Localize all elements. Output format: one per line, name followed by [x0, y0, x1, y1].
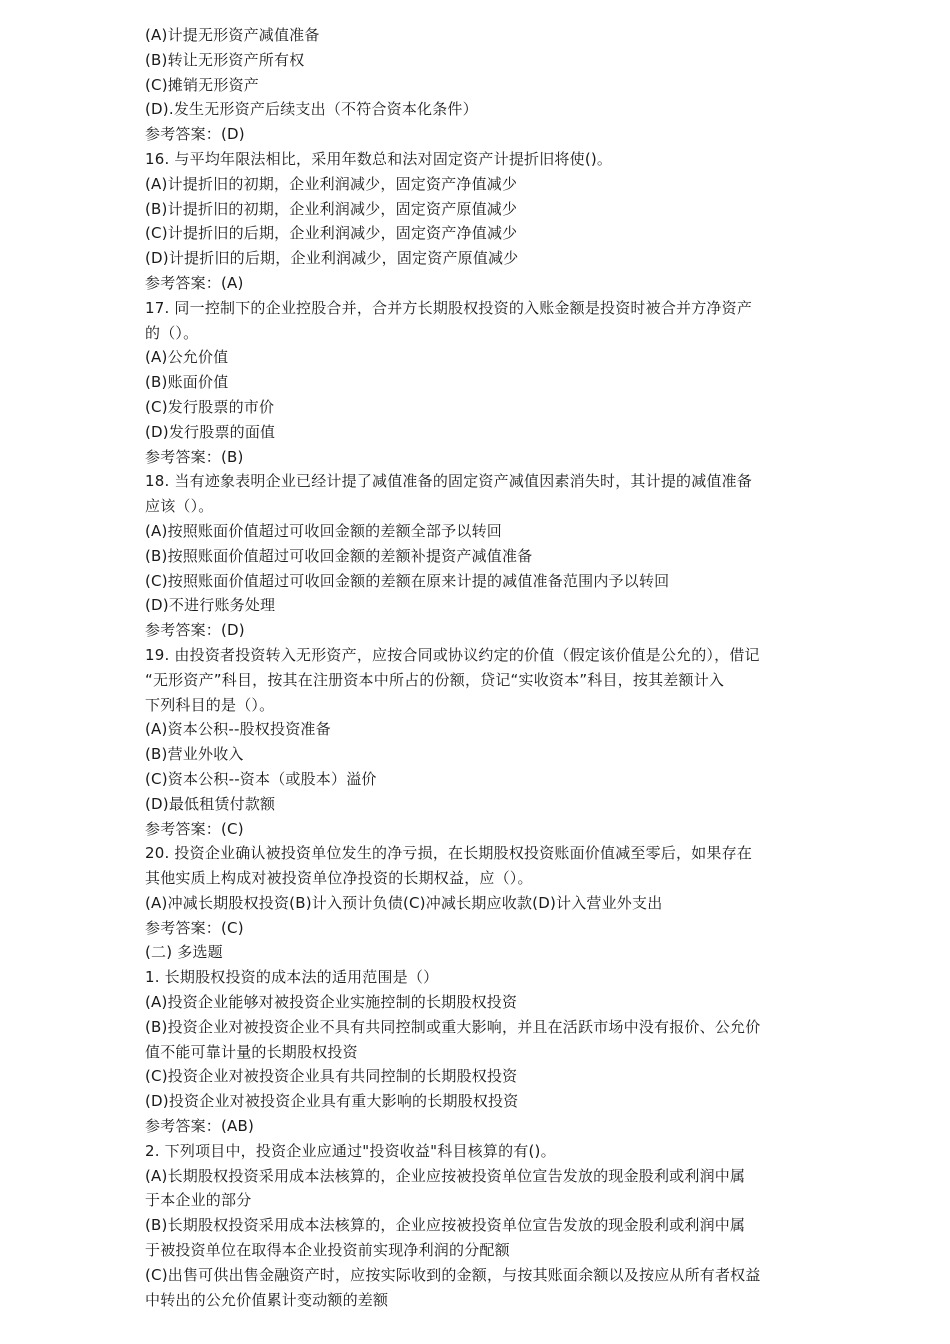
text-line: 参考答案：(D) [145, 621, 245, 640]
text-line: (B)账面价值 [145, 373, 229, 392]
text-line: 18. 当有迹象表明企业已经计提了减值准备的固定资产减值因素消失时，其计提的减值准备 [145, 472, 753, 491]
text-line: (D)不进行账务处理 [145, 596, 276, 615]
text-line: (B)营业外收入 [145, 745, 244, 764]
text-line: (C)资本公积--资本（或股本）溢价 [145, 769, 377, 788]
text-line: 下列科目的是（）。 [145, 695, 275, 714]
text-line: 参考答案：(D) [145, 125, 245, 144]
text-line: 值不能可靠计量的长期股权投资 [145, 1042, 358, 1061]
text-line: (A)长期股权投资采用成本法核算的，企业应按被投资单位宣告发放的现金股利或利润中属 [145, 1166, 746, 1185]
text-line: 20. 投资企业确认被投资单位发生的净亏损，在长期股权投资账面价值减至零后，如果存在 [145, 844, 753, 863]
text-line: (B)按照账面价值超过可收回金额的差额补提资产减值准备 [145, 546, 533, 565]
text-line: (B)长期股权投资采用成本法核算的，企业应按被投资单位宣告发放的现金股利或利润中属 [145, 1216, 746, 1235]
text-line: 参考答案：(A) [145, 273, 244, 292]
text-line: 参考答案：(B) [145, 447, 244, 466]
text-line: 的（）。 [145, 323, 199, 342]
text-line: (D).发生无形资产后续支出（不符合资本化条件） [145, 100, 478, 119]
text-line: (A)公允价值 [145, 348, 229, 367]
text-line: (C)投资企业对被投资企业具有共同控制的长期股权投资 [145, 1067, 518, 1086]
text-line: 中转出的公允价值累计变动额的差额 [145, 1290, 389, 1309]
text-line: (C)出售可供出售金融资产时，应按实际收到的金额，与按其账面余额以及按应从所有者权益 [145, 1265, 761, 1284]
text-line: (A)冲减长期股权投资(B)计入预计负债(C)冲减长期应收款(D)计入营业外支出 [145, 893, 663, 912]
text-line: (D)发行股票的面值 [145, 422, 276, 441]
text-line: 16. 与平均年限法相比，采用年数总和法对固定资产计提折旧将使()。 [145, 149, 613, 168]
text-line: (二) 多选题 [145, 943, 223, 962]
text-line: (C)摊销无形资产 [145, 75, 259, 94]
text-line: (A)计提无形资产减值准备 [145, 26, 320, 44]
text-line: 于被投资单位在取得本企业投资前实现净利润的分配额 [145, 1241, 510, 1260]
text-line: 其他实质上构成对被投资单位净投资的长期权益，应（）。 [145, 869, 533, 888]
text-line: 2. 下列项目中，投资企业应通过"投资收益"科目核算的有()。 [145, 1141, 556, 1160]
text-line: (A)资本公积--股权投资准备 [145, 720, 331, 739]
text-line: 17. 同一控制下的企业控股合并，合并方长期股权投资的入账金额是投资时被合并方净资产 [145, 298, 753, 317]
text-line: 参考答案：(C) [145, 819, 244, 838]
text-line: (C)发行股票的市价 [145, 397, 275, 416]
text-line: (C)按照账面价值超过可收回金额的差额在原来计提的减值准备范围内予以转回 [145, 571, 670, 590]
text-line: 1. 长期股权投资的成本法的适用范围是（） [145, 968, 439, 987]
text-line: (B)计提折旧的初期，企业利润减少，固定资产原值减少 [145, 199, 518, 218]
text-line: 应该（）。 [145, 497, 214, 516]
text-line: (D)投资企业对被投资企业具有重大影响的长期股权投资 [145, 1092, 519, 1111]
text-line: (D)最低租赁付款额 [145, 794, 276, 813]
text-line: (D)计提折旧的后期，企业利润减少，固定资产原值减少 [145, 249, 519, 268]
text-line: (A)计提折旧的初期，企业利润减少，固定资产净值减少 [145, 174, 518, 193]
text-line: 参考答案：(AB) [145, 1117, 255, 1136]
document-page [145, 23, 810, 1312]
text-line: (B)投资企业对被投资企业不具有共同控制或重大影响，并且在活跃市场中没有报价、公允价 [145, 1017, 761, 1036]
text-line: (A)按照账面价值超过可收回金额的差额全部予以转回 [145, 521, 502, 540]
text-line: “无形资产”科目，按其在注册资本中所占的份额，贷记“实收资本”科目，按其差额计入 [145, 670, 725, 689]
text-line: (B)转让无形资产所有权 [145, 50, 305, 69]
text-line: 参考答案：(C) [145, 918, 244, 937]
text-line: (A)投资企业能够对被投资企业实施控制的长期股权投资 [145, 993, 518, 1012]
text-line: 于本企业的部分 [145, 1191, 252, 1210]
text-line: (C)计提折旧的后期，企业利润减少，固定资产净值减少 [145, 224, 518, 243]
text-line: 19. 由投资者投资转入无形资产，应按合同或协议约定的价值（假定该价值是公允的），借记 [145, 645, 760, 664]
